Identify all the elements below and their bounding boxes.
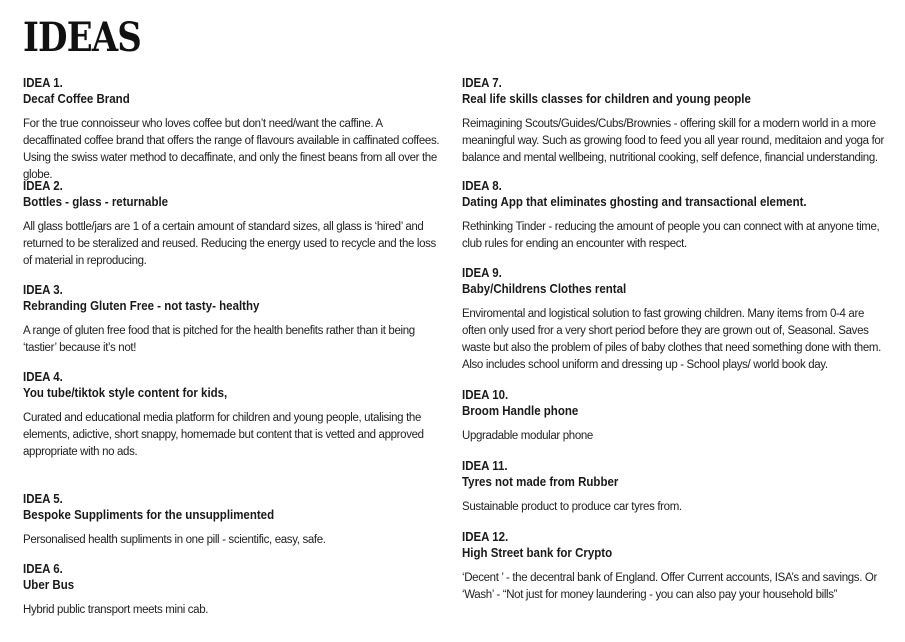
idea-12 — [462, 529, 887, 604]
idea-description: For the true connoisseur who loves coffee but don’t need/want the caffine. A decaffinated coffee brand that offers the range of flavours available in caffinated coffees. Using the swiss water method to decaffinate, and only the finest beans from all over the globe. — [23, 118, 440, 181]
idea-name: Baby/Childrens Clothes rental — [462, 282, 627, 296]
idea-3 — [23, 282, 443, 357]
idea-description: Personalised health supliments in one pill - scientific, easy, safe. — [23, 534, 326, 546]
idea-description: Curated and educational media platform for children and young people, utalising the elements, adictive, short snappy, homemade but content that is vetted and approved appropriate with no ads. — [23, 412, 424, 458]
idea-name: High Street bank for Crypto — [462, 546, 613, 560]
idea-number: IDEA 2. — [23, 179, 63, 193]
idea-10 — [462, 387, 887, 445]
idea-number: IDEA 7. — [462, 76, 502, 90]
idea-number: IDEA 6. — [23, 562, 63, 576]
idea-8 — [462, 178, 887, 253]
idea-name: Dating App that eliminates ghosting and transactional element. — [462, 195, 807, 209]
idea-5 — [23, 491, 443, 549]
idea-description: Enviromental and logistical solution to fast growing children. Many items from 0-4 are often only used fror a very short period before they are grown out of, Seasonal. Saves waste but also the problem of piles of baby clothes that need something done with them. Also includes school uniform and dressing up - School plays/ world book day. — [462, 308, 881, 371]
idea-name: Real life skills classes for children and young people — [462, 92, 751, 106]
idea-6 — [23, 561, 443, 619]
idea-number: IDEA 5. — [23, 492, 63, 506]
idea-9 — [462, 265, 887, 374]
idea-number: IDEA 8. — [462, 179, 502, 193]
idea-name: You tube/tiktok style content for kids, — [23, 386, 228, 400]
idea-7 — [462, 75, 887, 167]
idea-number: IDEA 12. — [462, 530, 509, 544]
idea-4 — [23, 369, 443, 461]
idea-number: IDEA 1. — [23, 76, 63, 90]
idea-description: Rethinking Tinder - reducing the amount of people you can connect with at anyone time, club rules for ending an encounter with respect. — [462, 221, 880, 250]
idea-name: Broom Handle phone — [462, 404, 579, 418]
idea-11 — [462, 458, 887, 516]
idea-name: Bottles - glass - returnable — [23, 195, 169, 209]
idea-description: Hybrid public transport meets mini cab. — [23, 604, 209, 616]
idea-description: Upgradable modular phone — [462, 430, 593, 442]
idea-name: Uber Bus — [23, 578, 75, 592]
idea-description: A range of gluten free food that is pitched for the health benefits rather than it being ‘tastier’ because it’s not! — [23, 325, 415, 354]
idea-name: Rebranding Gluten Free - not tasty- healthy — [23, 299, 260, 313]
idea-name: Tyres not made from Rubber — [462, 475, 619, 489]
idea-description: ‘Decent ’ - the decentral bank of England. Offer Current accounts, ISA’s and savings. Or ‘Wash’ - “Not just for money laundering - you can also pay your household bills” — [462, 572, 877, 601]
idea-1 — [23, 75, 443, 184]
page-title: IDEAS — [23, 14, 141, 61]
idea-number: IDEA 4. — [23, 370, 63, 384]
idea-number: IDEA 11. — [462, 459, 508, 473]
idea-name: Bespoke Suppliments for the unsupplimented — [23, 508, 275, 522]
idea-2 — [23, 178, 443, 270]
idea-description: Sustainable product to produce car tyres from. — [462, 501, 682, 513]
idea-number: IDEA 3. — [23, 283, 63, 297]
idea-number: IDEA 9. — [462, 266, 502, 280]
idea-number: IDEA 10. — [462, 388, 509, 402]
idea-description: Reimagining Scouts/Guides/Cubs/Brownies - offering skill for a modern world in a more meaningful way. Such as growing food to feed you all year round, meditaion and yoga for balance and mental wellbeing, nutritional cooking, self defence, financial understanding. — [462, 118, 884, 164]
idea-description: All glass bottle/jars are 1 of a certain amount of standard sizes, all glass is ‘hired’ and returned to be steralized and reused. Reducing the energy used to recycle and the loss of material in reproducing. — [23, 221, 436, 267]
idea-name: Decaf Coffee Brand — [23, 92, 130, 106]
